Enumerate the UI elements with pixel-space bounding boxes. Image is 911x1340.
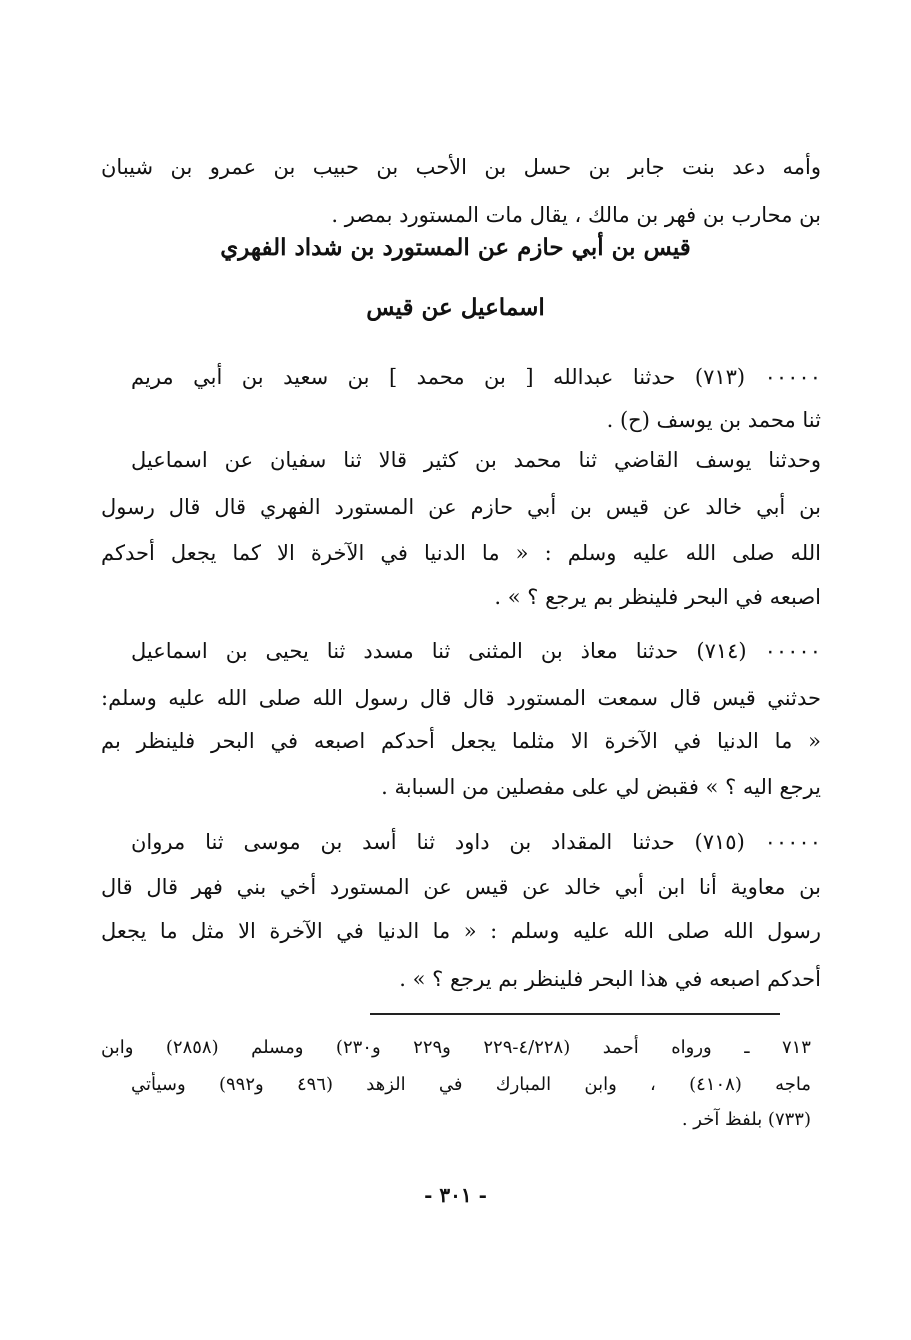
hadith-714-line-4: يرجع اليه ؟ » فقبض لي على مفصلين من السبابة .: [381, 775, 821, 799]
hadith-713-line-1: ٠٠٠٠٠ (٧١٣) حدثنا عبدالله [ بن محمد ] بن سعيد بن أبي مريم: [131, 365, 821, 389]
footnote-line-1: ٧١٣ ـ ورواه أحمد (٤/٢٢٨-٢٢٩ و٢٢٩ و٢٣٠) ومسلم (٢٨٥٨) وابن: [101, 1037, 811, 1058]
hadith-714-line-3: « ما الدنيا في الآخرة الا مثلما يجعل أحدكم اصبعه في البحر فلينظر بم: [101, 729, 821, 753]
hadith-714-line-1: ٠٠٠٠٠ (٧١٤) حدثنا معاذ بن المثنى ثنا مسدد ثنا يحيى بن اسماعيل: [131, 639, 821, 663]
footnote-line-2: ماجه (٤١٠٨) ، وابن المبارك في الزهد (٤٩٦ و٩٩٢) وسيأتي: [131, 1074, 811, 1095]
hadith-715-line-1: ٠٠٠٠٠ (٧١٥) حدثنا المقداد بن داود ثنا أسد بن موسى ثنا مروان: [131, 830, 821, 854]
footnote-line-3: (٧٣٣) بلفظ آخر .: [681, 1109, 811, 1130]
hadith-713-line-4: بن أبي خالد عن قيس بن أبي حازم عن المستورد الفهري قال قال رسول: [101, 495, 821, 519]
page-number: - ٣٠١ -: [424, 1183, 487, 1207]
hadith-715-line-4: أحدكم اصبعه في هذا البحر فلينظر بم يرجع ؟ » .: [399, 967, 821, 991]
subsection-heading: اسماعيل عن قيس: [366, 294, 545, 321]
hadith-714-line-2: حدثني قيس قال سمعت المستورد قال قال رسول الله صلى الله عليه وسلم:: [101, 686, 821, 710]
intro-line-1: وأمه دعد بنت جابر بن حسل بن الأحب بن حبيب بن عمرو بن شيبان: [101, 155, 821, 179]
hadith-715-line-3: رسول الله صلى الله عليه وسلم : « ما الدنيا في الآخرة الا مثل ما يجعل: [101, 919, 821, 943]
intro-line-2: بن محارب بن فهر بن مالك ، يقال مات المستورد بمصر .: [331, 203, 821, 227]
footnote-divider: [370, 1013, 780, 1015]
hadith-713-line-3: وحدثنا يوسف القاضي ثنا محمد بن كثير قالا ثنا سفيان عن اسماعيل: [131, 448, 821, 472]
hadith-715-line-2: بن معاوية أنا ابن أبي خالد عن قيس عن المستورد أخي بني فهر قال قال: [101, 875, 821, 899]
hadith-713-line-6: اصبعه في البحر فلينظر بم يرجع ؟ » .: [494, 585, 821, 609]
section-heading: قيس بن أبي حازم عن المستورد بن شداد الفهري: [220, 234, 691, 261]
hadith-713-line-5: الله صلى الله عليه وسلم : « ما الدنيا في الآخرة الا كما يجعل أحدكم: [101, 541, 821, 565]
hadith-713-line-2: ثنا محمد بن يوسف (ح) .: [606, 408, 821, 432]
